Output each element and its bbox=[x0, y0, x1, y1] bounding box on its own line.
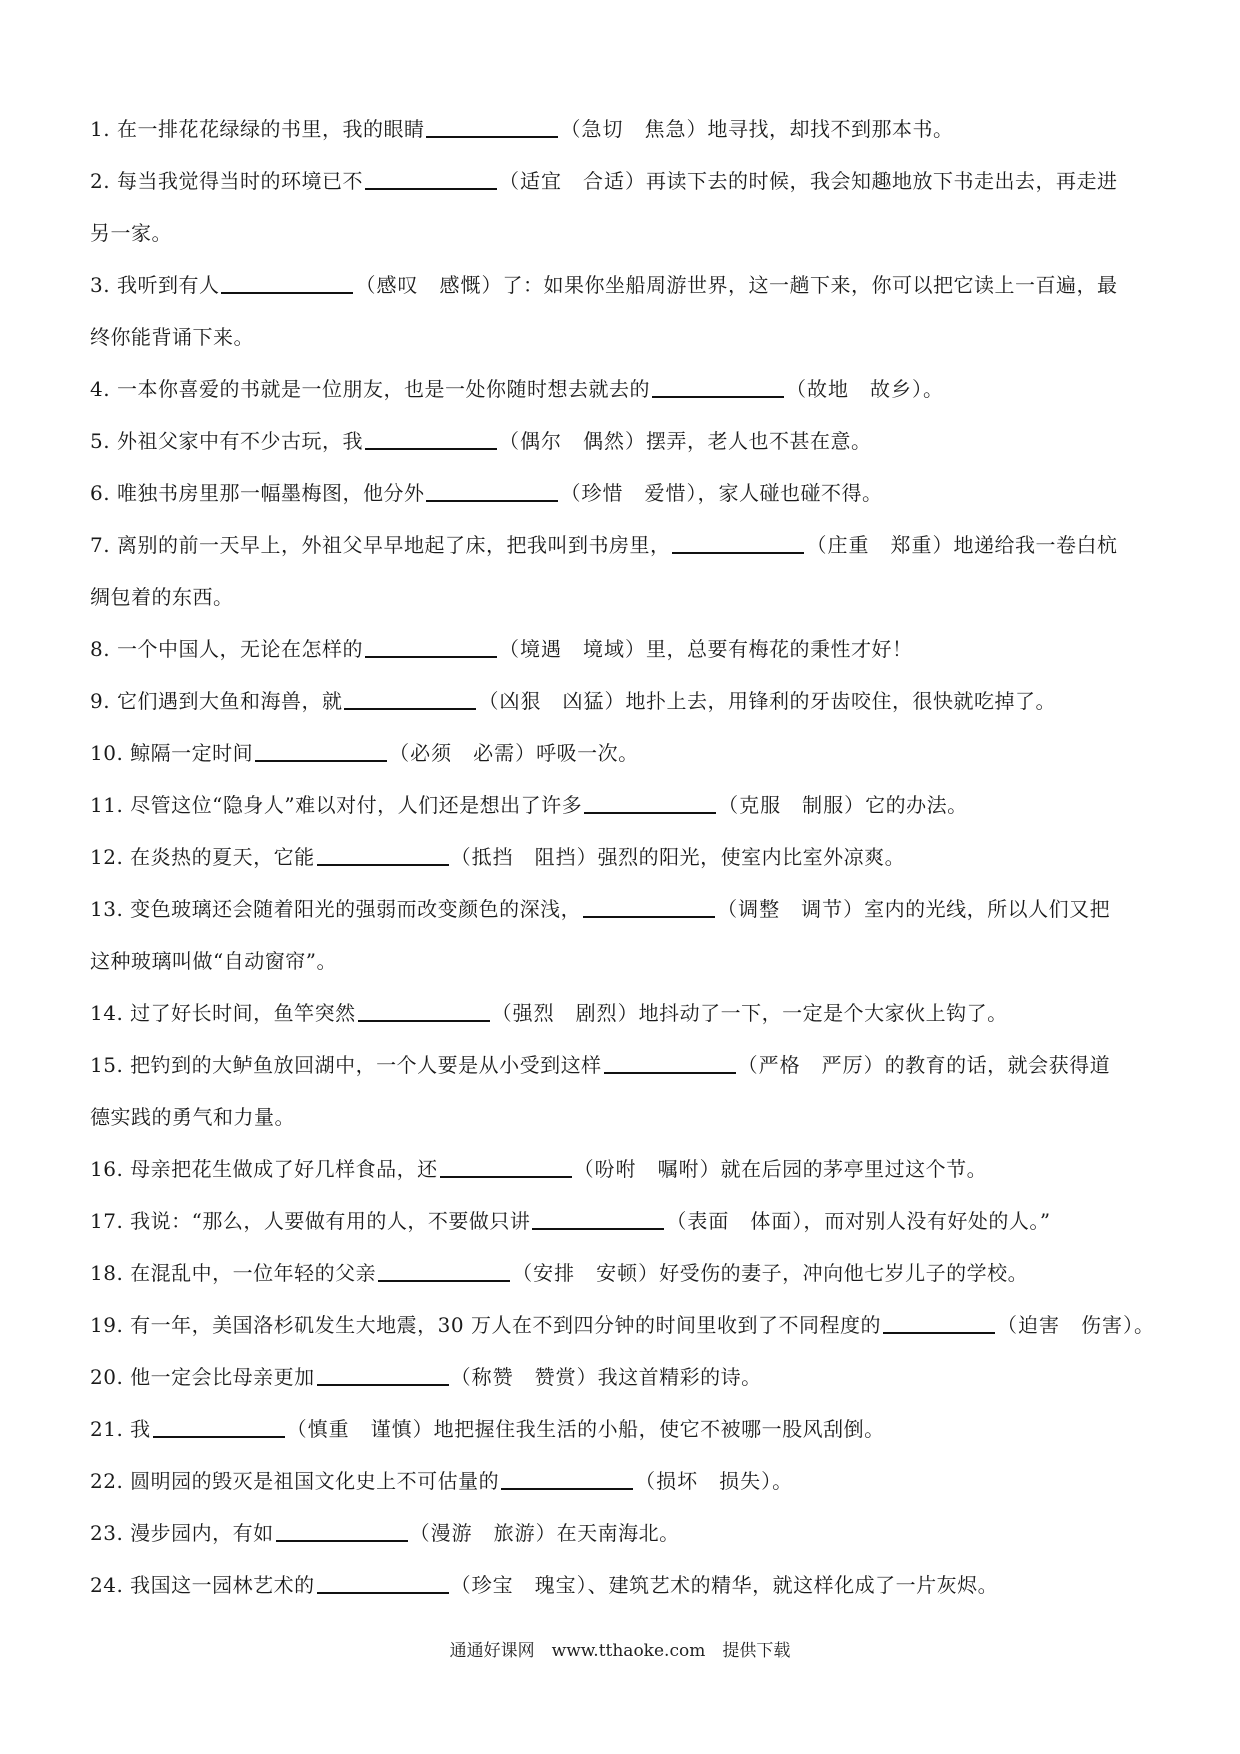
answer-blank[interactable] bbox=[365, 166, 497, 190]
answer-blank[interactable] bbox=[532, 1206, 664, 1230]
answer-blank[interactable] bbox=[358, 998, 490, 1022]
worksheet-line bbox=[90, 1195, 1165, 1247]
question-text-tail: 再读下去的时候，我会知趣地放下书走出去，再走进 bbox=[645, 169, 1118, 193]
worksheet-line bbox=[90, 1507, 1165, 1559]
answer-blank[interactable] bbox=[365, 634, 497, 658]
worksheet-line bbox=[90, 935, 1165, 987]
answer-blank[interactable] bbox=[426, 478, 558, 502]
question-text-tail: 在天南海北。 bbox=[556, 1521, 680, 1545]
question-text: 23. 漫步园内，有如 bbox=[90, 1521, 274, 1545]
answer-blank[interactable] bbox=[883, 1310, 995, 1334]
question-text: 绸包着的东西。 bbox=[90, 585, 234, 609]
question-text-tail: 好受伤的妻子，冲向他七岁儿子的学校。 bbox=[659, 1261, 1029, 1285]
word-options: （感叹 感慨） bbox=[355, 273, 503, 297]
question-text: 6. 唯独书房里那一幅墨梅图，他分外 bbox=[90, 481, 425, 505]
question-text: 17. 我说：“那么，人要做有用的人，不要做只讲 bbox=[90, 1209, 531, 1233]
word-options: （庄重 郑重） bbox=[806, 533, 954, 557]
question-text-tail: 它的办法。 bbox=[865, 793, 968, 817]
question-text-tail: 摆弄，老人也不甚在意。 bbox=[645, 429, 872, 453]
question-text: 另一家。 bbox=[90, 221, 172, 245]
question-text: 15. 把钓到的大鲈鱼放回湖中，一个人要是从小受到这样 bbox=[90, 1053, 602, 1077]
question-text: 19. 有一年，美国洛杉矶发生大地震，30 万人在不到四分钟的时间里收到了不同程度的 bbox=[90, 1313, 881, 1337]
answer-blank[interactable] bbox=[440, 1154, 572, 1178]
worksheet-line bbox=[90, 1299, 1165, 1351]
question-text: 1. 在一排花花绿绿的书里，我的眼睛 bbox=[90, 117, 425, 141]
question-text-tail: 家人碰也碰不得。 bbox=[718, 481, 883, 505]
answer-blank[interactable] bbox=[426, 114, 558, 138]
worksheet-line bbox=[90, 155, 1165, 207]
word-options: （珍惜 爱惜）， bbox=[560, 481, 719, 505]
question-text: 3. 我听到有人 bbox=[90, 273, 220, 297]
question-text: 终你能背诵下来。 bbox=[90, 325, 254, 349]
question-text: 14. 过了好长时间，鱼竿突然 bbox=[90, 1001, 356, 1025]
worksheet-line bbox=[90, 363, 1165, 415]
word-options: （必须 必需） bbox=[389, 741, 537, 765]
word-options: （境遇 境域） bbox=[498, 637, 646, 661]
question-text: 18. 在混乱中，一位年轻的父亲 bbox=[90, 1261, 377, 1285]
question-text-tail: 地扑上去，用锋利的牙齿咬住，很快就吃掉了。 bbox=[625, 689, 1056, 713]
footer-credit: 通通好课网 www.tthaoke.com 提供下载 bbox=[449, 1641, 791, 1661]
question-text: 8. 一个中国人，无论在怎样的 bbox=[90, 637, 363, 661]
question-text: 4. 一本你喜爱的书就是一位朋友，也是一处你随时想去就去的 bbox=[90, 377, 650, 401]
worksheet-line bbox=[90, 1039, 1165, 1091]
answer-blank[interactable] bbox=[604, 1050, 736, 1074]
question-text-tail: 里，总要有梅花的秉性才好！ bbox=[645, 637, 913, 661]
word-options: （严格 严厉） bbox=[737, 1053, 885, 1077]
worksheet-line bbox=[90, 883, 1165, 935]
question-text: 这种玻璃叫做“自动窗帘”。 bbox=[90, 949, 337, 973]
question-text-tail: 室内的光线，所以人们又把 bbox=[864, 897, 1111, 921]
worksheet-line bbox=[90, 987, 1165, 1039]
question-text-tail: 的教育的话，就会获得道 bbox=[884, 1053, 1111, 1077]
question-text-tail: 地递给我一卷白杭 bbox=[953, 533, 1118, 557]
question-text: 24. 我国这一园林艺术的 bbox=[90, 1573, 315, 1597]
question-text-tail: 建筑艺术的精华，就这样化成了一片灰烬。 bbox=[608, 1573, 999, 1597]
worksheet-line bbox=[90, 1351, 1165, 1403]
word-options: （调整 调节） bbox=[717, 897, 865, 921]
question-text-tail: 地把握住我生活的小船，使它不被哪一股风刮倒。 bbox=[433, 1417, 885, 1441]
worksheet-line bbox=[90, 1091, 1165, 1143]
worksheet-line bbox=[90, 519, 1165, 571]
answer-blank[interactable] bbox=[672, 530, 804, 554]
worksheet-line bbox=[90, 1247, 1165, 1299]
question-text-tail: 地寻找，却找不到那本书。 bbox=[707, 117, 954, 141]
word-options: （急切 焦急） bbox=[560, 117, 708, 141]
worksheet-line bbox=[90, 1559, 1165, 1611]
answer-blank[interactable] bbox=[221, 270, 353, 294]
question-text-tail: 我这首精彩的诗。 bbox=[597, 1365, 762, 1389]
question-text: 13. 变色玻璃还会随着阳光的强弱而改变颜色的深浅， bbox=[90, 897, 582, 921]
question-text: 22. 圆明园的毁灭是祖国文化史上不可估量的 bbox=[90, 1469, 500, 1493]
word-options: （强烈 剧烈） bbox=[491, 1001, 639, 1025]
answer-blank[interactable] bbox=[317, 1362, 449, 1386]
question-text: 20. 他一定会比母亲更加 bbox=[90, 1365, 315, 1389]
question-text: 2. 每当我觉得当时的环境已不 bbox=[90, 169, 363, 193]
word-options: （称赞 赞赏） bbox=[450, 1365, 598, 1389]
question-text: 5. 外祖父家中有不少古玩，我 bbox=[90, 429, 363, 453]
worksheet-line bbox=[90, 831, 1165, 883]
question-text-tail: 就在后园的茅亭里过这个节。 bbox=[720, 1157, 988, 1181]
question-text: 德实践的勇气和力量。 bbox=[90, 1105, 295, 1129]
question-text-tail: 呼吸一次。 bbox=[536, 741, 639, 765]
word-options: （适宜 合适） bbox=[498, 169, 646, 193]
answer-blank[interactable] bbox=[344, 686, 476, 710]
worksheet-line bbox=[90, 571, 1165, 623]
worksheet-line bbox=[90, 415, 1165, 467]
worksheet-line bbox=[90, 1403, 1165, 1455]
answer-blank[interactable] bbox=[365, 426, 497, 450]
question-text: 10. 鲸隔一定时间 bbox=[90, 741, 254, 765]
question-text: 11. 尽管这位“隐身人”难以对付，人们还是想出了许多 bbox=[90, 793, 583, 817]
word-options: （抵挡 阻挡） bbox=[450, 845, 598, 869]
word-options: （凶狠 凶猛） bbox=[478, 689, 626, 713]
question-text-tail: 地抖动了一下，一定是个大家伙上钩了。 bbox=[638, 1001, 1008, 1025]
question-text-tail: 强烈的阳光，使室内比室外凉爽。 bbox=[597, 845, 906, 869]
word-options: （故地 故乡）。 bbox=[785, 377, 944, 401]
worksheet-line bbox=[90, 1143, 1165, 1195]
question-text: 21. 我 bbox=[90, 1417, 151, 1441]
worksheet-line bbox=[90, 467, 1165, 519]
answer-blank[interactable] bbox=[153, 1414, 285, 1438]
worksheet-line bbox=[90, 727, 1165, 779]
word-options: （慎重 谨慎） bbox=[286, 1417, 434, 1441]
word-options: （克服 制服） bbox=[718, 793, 866, 817]
question-text: 7. 离别的前一天早上，外祖父早早地起了床，把我叫到书房里， bbox=[90, 533, 671, 557]
answer-blank[interactable] bbox=[584, 790, 716, 814]
answer-blank[interactable] bbox=[378, 1258, 510, 1282]
question-text-tail: 了：如果你坐船周游世界，这一趟下来，你可以把它读上一百遍，最 bbox=[502, 273, 1118, 297]
answer-blank[interactable] bbox=[317, 842, 449, 866]
worksheet-line bbox=[90, 207, 1165, 259]
word-options: （吩咐 嘱咐） bbox=[573, 1157, 721, 1181]
worksheet-line bbox=[90, 623, 1165, 675]
question-text: 16. 母亲把花生做成了好几样食品，还 bbox=[90, 1157, 438, 1181]
word-options: （损坏 损失）。 bbox=[635, 1469, 794, 1493]
worksheet-line bbox=[90, 259, 1165, 311]
word-options: （表面 体面）， bbox=[666, 1209, 825, 1233]
word-options: （迫害 伤害）。 bbox=[996, 1313, 1155, 1337]
worksheet-line bbox=[90, 1455, 1165, 1507]
question-text: 12. 在炎热的夏天，它能 bbox=[90, 845, 315, 869]
answer-blank[interactable] bbox=[317, 1570, 449, 1594]
answer-blank[interactable] bbox=[501, 1466, 633, 1490]
question-text-tail: 而对别人没有好处的人。” bbox=[824, 1209, 1051, 1233]
word-options: （安排 安顿） bbox=[512, 1261, 660, 1285]
answer-blank[interactable] bbox=[276, 1518, 408, 1542]
answer-blank[interactable] bbox=[652, 374, 784, 398]
worksheet bbox=[90, 103, 1165, 1611]
worksheet-line bbox=[90, 779, 1165, 831]
worksheet-line bbox=[90, 103, 1165, 155]
worksheet-line bbox=[90, 311, 1165, 363]
answer-blank[interactable] bbox=[255, 738, 387, 762]
worksheet-line bbox=[90, 675, 1165, 727]
word-options: （珍宝 瑰宝）、 bbox=[450, 1573, 609, 1597]
answer-blank[interactable] bbox=[583, 894, 715, 918]
question-text: 9. 它们遇到大鱼和海兽，就 bbox=[90, 689, 343, 713]
word-options: （漫游 旅游） bbox=[409, 1521, 557, 1545]
word-options: （偶尔 偶然） bbox=[498, 429, 646, 453]
